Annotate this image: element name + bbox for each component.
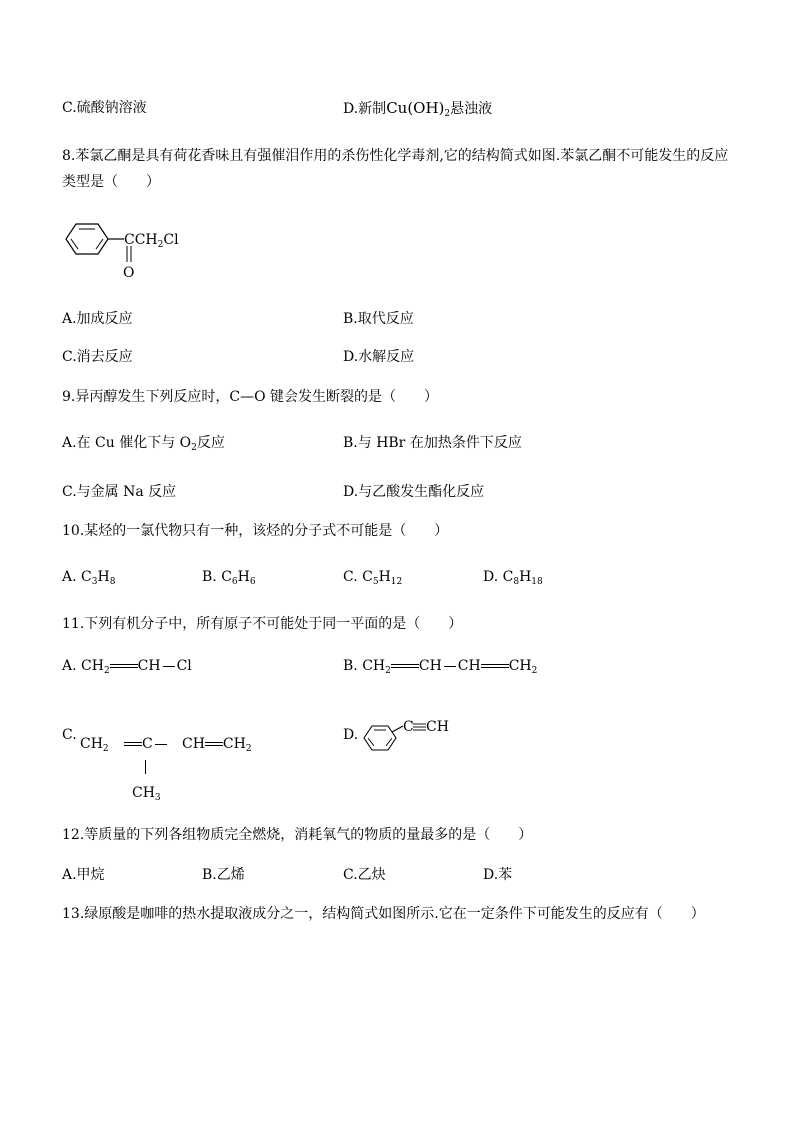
q11-option-c-ch2: $CH_2$	[80, 736, 109, 754]
q11-stem: 11.下列有机分子中，所有原子不可能处于同一平面的是（ ）	[62, 616, 463, 632]
q8-option-b: B.取代反应	[343, 311, 414, 327]
double-bond	[391, 661, 419, 671]
q11-option-c-label: C.	[62, 727, 77, 743]
q8-oxygen-text: O	[123, 265, 135, 281]
double-bond	[124, 739, 142, 749]
q7-option-d-pre: D.新制	[343, 101, 387, 117]
q12-option-b: B.乙烯	[202, 867, 245, 883]
double-bond	[481, 661, 509, 671]
q9-option-a-pre: A.在 Cu 催化下与 O	[62, 435, 192, 451]
double-bond	[110, 661, 138, 671]
q7-option-c: C.硫酸钠溶液	[62, 100, 147, 116]
q11-option-d-structure	[362, 718, 462, 754]
q8-option-a: A.加成反应	[62, 311, 133, 327]
alkyne-c-text: C	[403, 719, 414, 735]
q10-stem: 10.某烃的一氯代物只有一种，该烃的分子式不可能是（ ）	[62, 523, 449, 539]
q11-option-c-ch3: $CH_3$	[132, 785, 161, 803]
q9-option-a-post: 反应	[196, 435, 225, 451]
single-bond	[444, 666, 456, 667]
q12-stem: 12.等质量的下列各组物质完全燃烧，消耗氧气的物质的量最多的是（ ）	[62, 827, 533, 843]
q9-option-b: B.与 HBr 在加热条件下反应	[343, 435, 522, 451]
q11-option-c-vinyl: CH $CH_2$	[182, 736, 252, 754]
q10-option-d: D. $C_8H_{18}$	[483, 569, 543, 587]
q10-option-c: C. $C_5H_{12}$	[343, 569, 403, 587]
single-bond	[163, 666, 175, 667]
q8-option-d: D.水解反应	[343, 349, 415, 365]
q10-option-a: A. $C_3H_8$	[62, 569, 116, 587]
single-bond	[155, 744, 167, 745]
q12-option-d: D.苯	[483, 867, 513, 883]
q11-option-b: B. $CH_2$ CH CH $CH_2$	[343, 658, 538, 676]
q8-stem-line1: 8.苯氯乙酮是具有荷花香味且有强催泪作用的杀伤性化学毒剂,它的结构简式如图.苯氯乙酮不可能发生的反应	[62, 148, 729, 164]
q11-option-a: A. $CH_2$ CH Cl	[62, 658, 192, 676]
q9-option-d: D.与乙酸发生酯化反应	[343, 484, 485, 500]
alkyne-ch-text: CH	[426, 719, 449, 735]
q10-option-b: B. $C_6H_6$	[202, 569, 256, 587]
double-bond	[205, 739, 223, 749]
q8-option-c: C.消去反应	[62, 349, 133, 365]
q7-option-d-post: 悬浊液	[450, 101, 493, 117]
q8-group-text: $CCH_2Cl$	[124, 232, 179, 250]
q9-option-c: C.与金属 Na 反应	[62, 484, 177, 500]
q7-option-d-formula: Cu(OH)	[386, 99, 445, 117]
q12-option-a: A.甲烷	[62, 867, 105, 883]
q9-option-a-sub: 2	[191, 443, 197, 453]
q8-structure-diagram	[62, 218, 202, 284]
q13-stem: 13.绿原酸是咖啡的热水提取液成分之一，结构简式如图所示.它在一定条件下可能发生的反应有（ ）	[62, 906, 705, 922]
q11-option-c-core: C	[124, 735, 169, 753]
q7-option-d	[343, 99, 492, 123]
q7-option-d-sub: 2	[444, 109, 451, 119]
ring-to-alkyne-bond	[392, 726, 403, 732]
q11-option-d-label: D.	[343, 727, 359, 743]
q12-option-c: C.乙炔	[343, 867, 386, 883]
q9-option-a	[62, 434, 225, 457]
q9-stem: 9.异丙醇发生下列反应时，C—O 键会发生断裂的是（ ）	[62, 389, 438, 405]
q8-stem-line2: 类型是（ ）	[62, 174, 160, 190]
vertical-bond	[145, 760, 146, 774]
